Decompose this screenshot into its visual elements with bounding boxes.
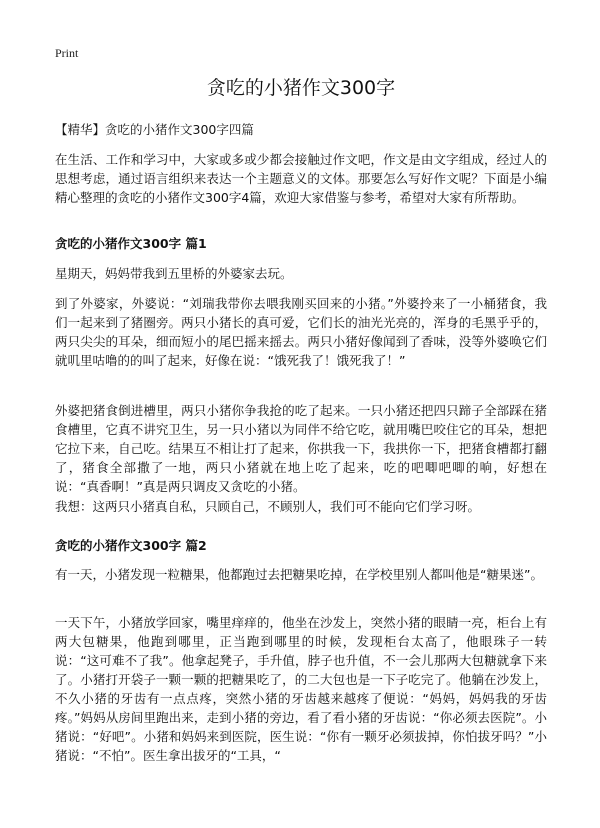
intro-paragraph: 在生活、工作和学习中，大家或多或少都会接触过作文吧，作文是由文字组成，经过人的思想考虑，通过语言组织来表达一个主题意义的文体。那要怎么写好作文呢？下面是小编精心整理的贪吃的小猪作文300字4篇，欢迎大家借鉴与参考，希望对大家有所帮助。 (55, 152, 547, 205)
section-1-heading: 贪吃的小猪作文300字 篇1 (55, 236, 207, 251)
print-link[interactable]: Print (55, 46, 79, 60)
section-1-paragraph-3: 外婆把猪食倒进槽里，两只小猪你争我抢的吃了起来。一只小猪还把四只蹄子全部踩在猪食槽里，它真不讲究卫生，另一只小猪以为同伴不给它吃，就用嘴巴咬住它的耳朵，想把它拉下来，自己吃。结果互不相让打了起来，你拱我一下，我拱你一下，把猪食槽都打翻了，猪食全部撒了一地，两只小猪就在地上吃了起来，吃的吧唧吧唧的响，好想在说：“真香啊！”真是两只调皮又贪吃的小猪。 (55, 403, 547, 494)
section-2-paragraph-2: 一天下午，小猪放学回家，嘴里痒痒的，他坐在沙发上，突然小猪的眼睛一亮，柜台上有两大包糖果，他跑到哪里，正当跑到哪里的时候，发现柜台太高了，他眼珠子一转说：“这可难不了我”。他拿起凳子，手升值，脖子也升值，不一会儿那两大包糖就拿下来了。小猪打开袋子一颗一颗的把糖果吃了，的二大包也是一下子吃完了。他躺在沙发上，不久小猪的牙齿有一点点疼，突然小猪的牙齿越来越疼了便说：“妈妈，妈妈我的牙齿疼。”妈妈从房间里跑出来，走到小猪的旁边，看了看小猪的牙齿说：“你必须去医院”。小猪说：“好吧”。小猪和妈妈来到医院，医生说：“你有一颗牙必须拔掉，你怕拔牙吗？”小猪说：“不怕”。医生拿出拔牙的“工具，“ (55, 615, 547, 763)
section-1-paragraph-4: 我想：这两只小猪真自私，只顾自己，不顾别人，我们可不能向它们学习呀。 (55, 499, 481, 514)
section-1-paragraph-2: 到了外婆家，外婆说：“刘瑞我带你去喂我刚买回来的小猪。”外婆拎来了一小桶猪食，我们一起来到了猪圈旁。两只小猪长的真可爱，它们长的油光光亮的，浑身的毛黑乎乎的，两只尖尖的耳朵，细而短小的尾巴摇来摇去。两只小猪好像闻到了香味，没等外婆唤它们就叽里咕噜的的叫了起来，好像在说：“饿死我了！饿死我了！” (55, 296, 547, 368)
page-title: 贪吃的小猪作文300字 (206, 77, 396, 99)
section-2-paragraph-1: 有一天，小猪发现一粒糖果，他都跑过去把糖果吃掉，在学校里别人都叫他是“糖果迷”。 (55, 567, 543, 582)
intro-tag: 【精华】贪吃的小猪作文300字四篇 (55, 122, 254, 137)
section-1-paragraph-1: 星期天，妈妈带我到五里桥的外婆家去玩。 (55, 266, 293, 281)
section-2-heading: 贪吃的小猪作文300字 篇2 (55, 538, 207, 553)
